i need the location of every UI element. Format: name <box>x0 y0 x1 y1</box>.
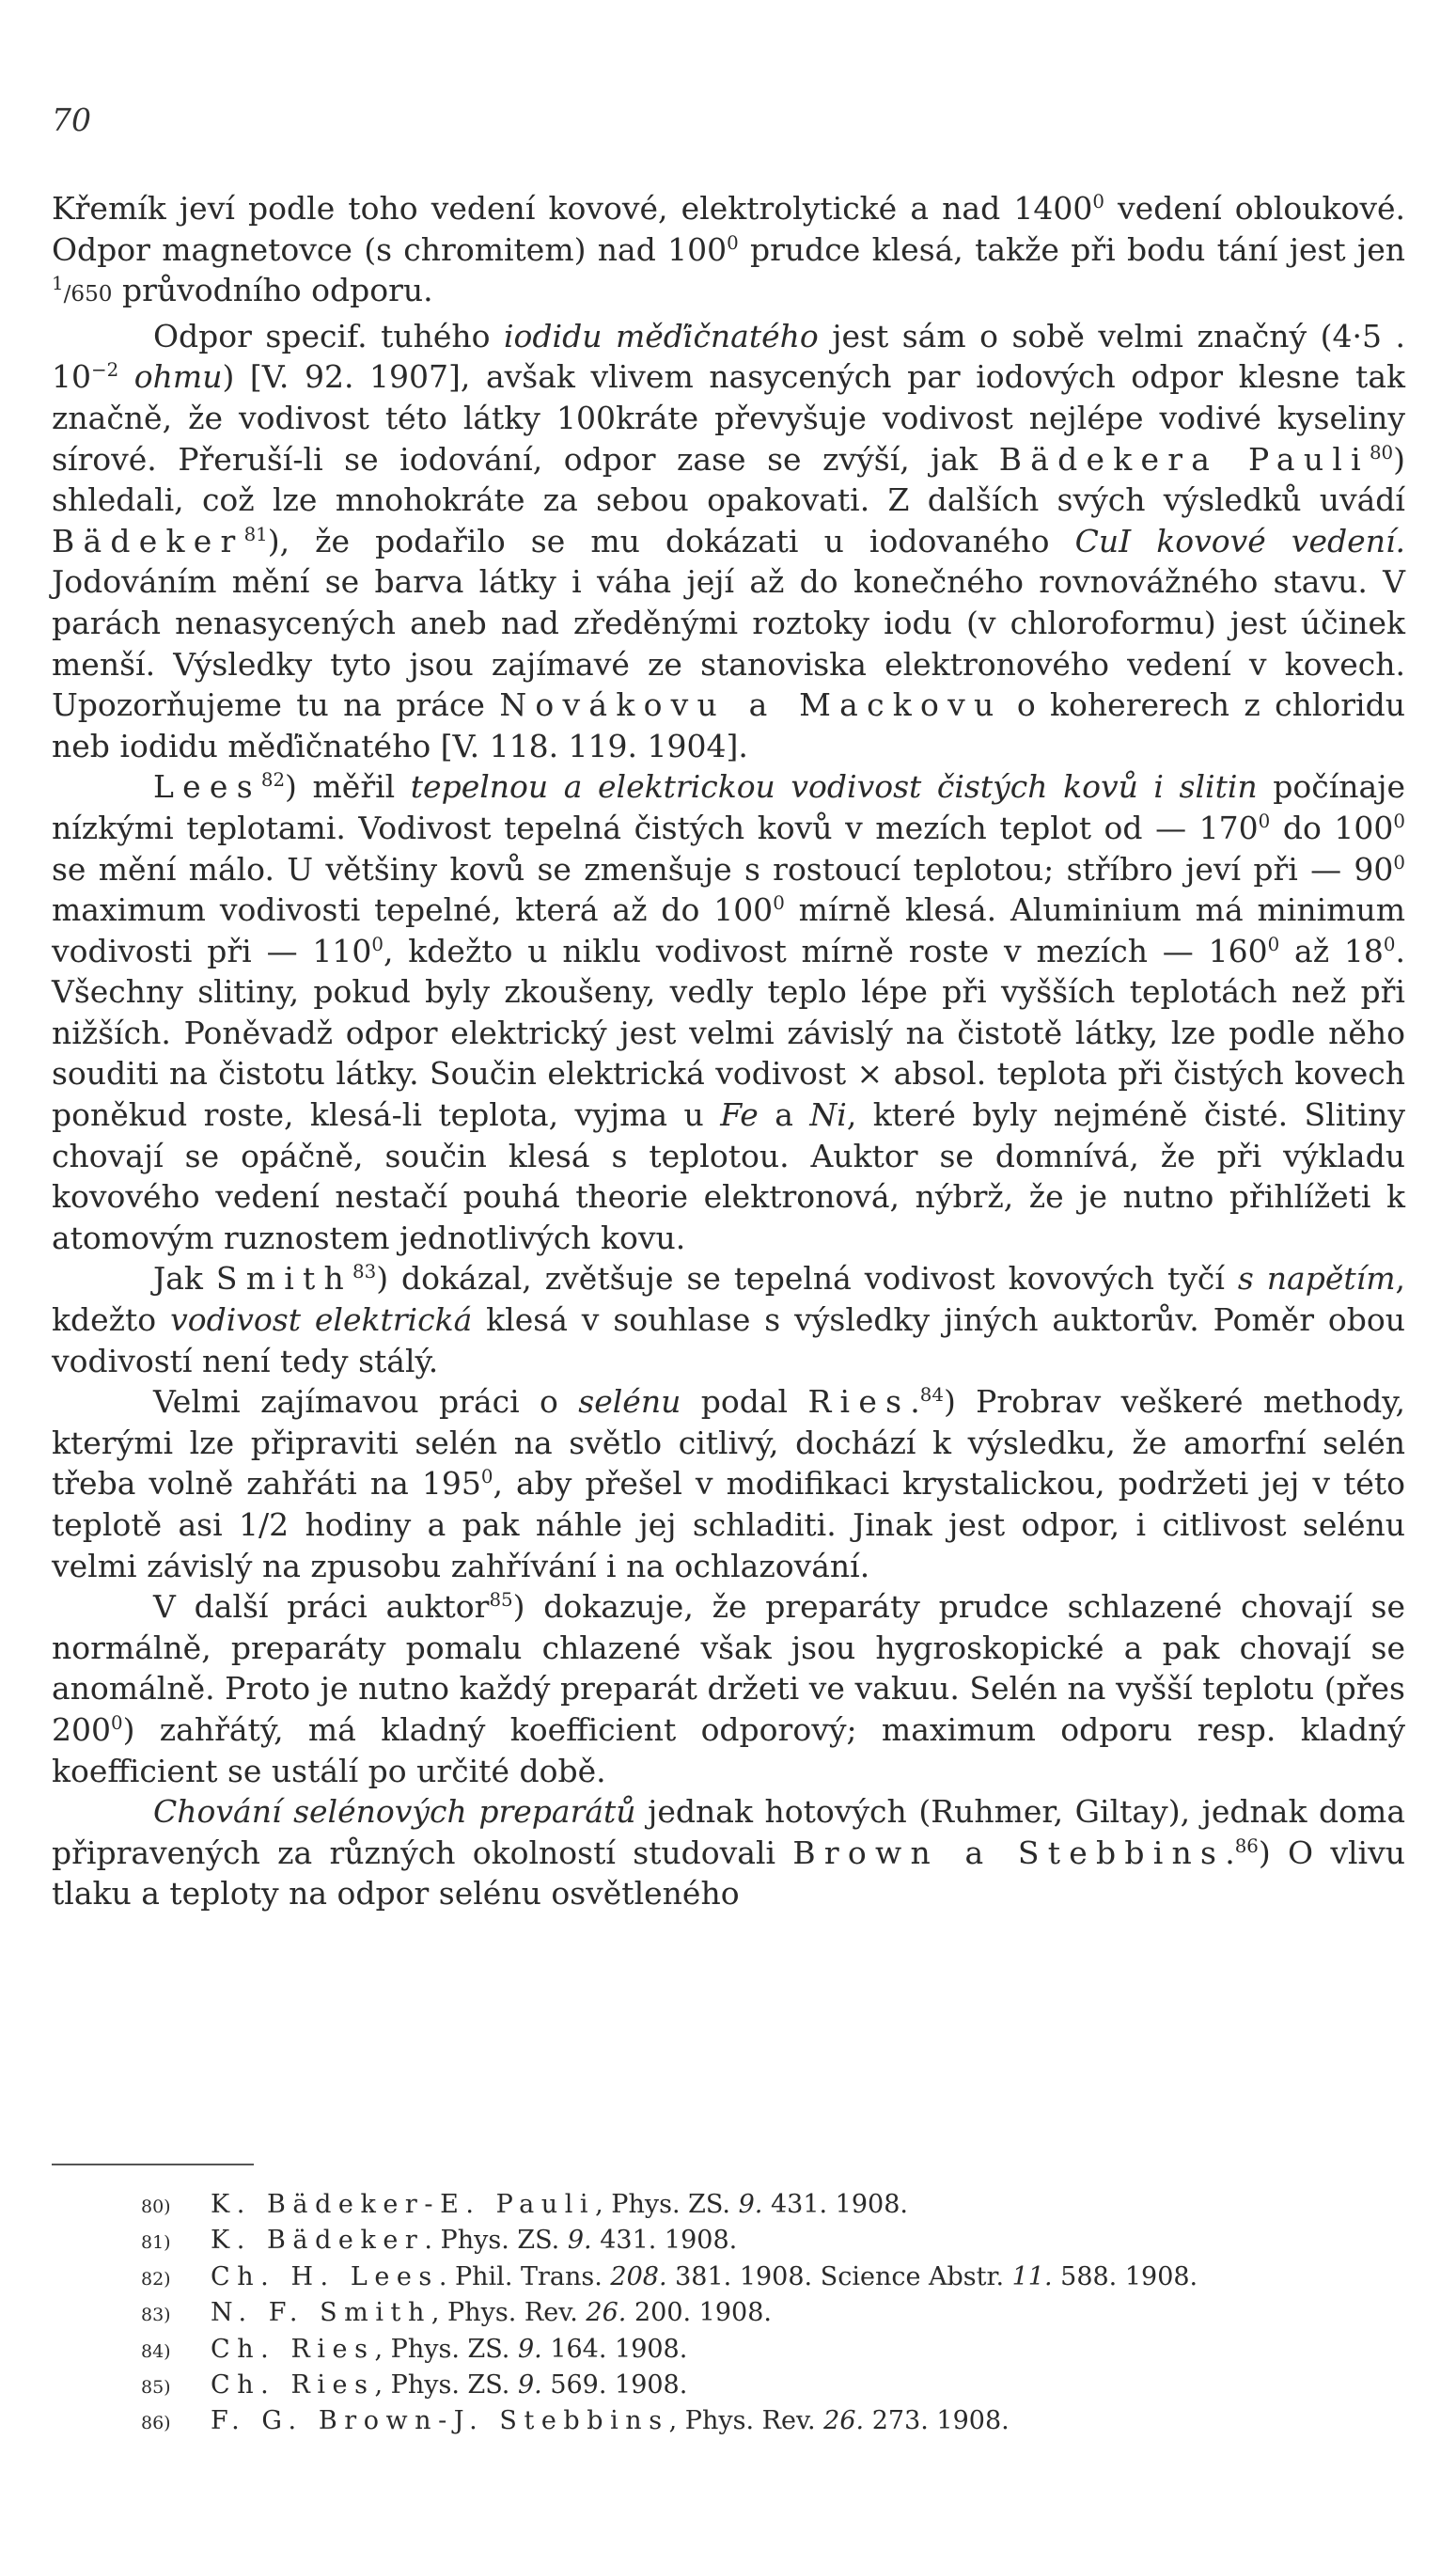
footnote-item <box>141 2369 1410 2404</box>
citation-text: , Phys. ZS. <box>374 2370 518 2401</box>
superscript: 0 <box>1258 811 1271 833</box>
text-run: ) dokázal, zvětšuje se tepelná vodivost kovových tyčí <box>376 1260 1238 1298</box>
italic-text: iodidu měďičnatého <box>503 317 819 354</box>
author-name: Ch. H. Lees <box>211 2261 439 2291</box>
text-run: ) [V. 92. 1907], avšak vlivem nasycených par iodových odpor klesne tak značně, že vodivost této látky 100kráte převyšuje vodivost nejlépe vodivé kyseliny sírové. Přeruší-li se iodování, odpor zase se zvýší, jak <box>52 358 1405 478</box>
text-run: a <box>758 1096 810 1134</box>
author-name: Ch. Ries <box>211 2334 375 2364</box>
fraction: 1/2 <box>239 1506 290 1543</box>
footnote-mark: 85) <box>141 2377 171 2399</box>
text-run: hodiny a pak náhle jej schladiti. Jinak jest odpor, i citlivost selénu velmi závislý na zpusobu zahřívání i na ochlazování. <box>52 1506 1405 1584</box>
text-run: Jak <box>153 1260 216 1298</box>
superscript: 0 <box>1393 811 1405 833</box>
superscript: 0 <box>480 1466 493 1488</box>
citation-text: 588. 1908. <box>1052 2261 1198 2291</box>
citation-text: 273. 1908. <box>864 2406 1010 2436</box>
volume-number: 9. <box>517 2370 542 2401</box>
footnote-ref: 83 <box>352 1261 377 1283</box>
volume-number: 26. <box>823 2406 865 2436</box>
volume-number: 9. <box>517 2334 542 2364</box>
italic-text: s napětím <box>1237 1260 1396 1298</box>
footnote-mark: 86) <box>141 2413 171 2434</box>
text-run: Velmi zajímavou práci o <box>153 1383 579 1421</box>
footnote-text <box>211 2369 1410 2404</box>
superscript: 0 <box>1393 851 1405 874</box>
spaced-name: Bädekera Pauli <box>998 440 1370 478</box>
text-run: , kdežto <box>52 1260 1405 1339</box>
citation-text: 431. 1908. <box>591 2226 738 2256</box>
author-name: F. G. Brown-J. Stebbins <box>211 2406 669 2436</box>
volume-number: 11. <box>1011 2261 1053 2291</box>
paragraph <box>52 1381 1405 1586</box>
text-run: počínaje nízkými teplotami. Vodivost tepelná čistých kovů v mezích teplot od — 170 <box>52 768 1405 846</box>
spaced-name: Bädeker <box>52 522 244 559</box>
volume-number: 9. <box>567 2226 592 2256</box>
footnote-text <box>211 2296 1410 2332</box>
footnote-text <box>211 2333 1410 2369</box>
citation-text: 164. 1908. <box>541 2334 688 2364</box>
citation-text: 200. 1908. <box>626 2298 772 2328</box>
text-run: do 100 <box>1270 809 1394 846</box>
paragraph <box>52 766 1405 1258</box>
superscript: 0 <box>111 1712 123 1735</box>
spaced-name: Novákovu a Mackovu <box>499 686 1003 724</box>
author-name: N. F. Smith <box>211 2298 431 2328</box>
text-run: ) shledali, což lze mnohokráte za sebou opakovati. Z dalších svých výsledků uvádí <box>52 440 1405 519</box>
citation-text: , Phys. Rev. <box>668 2406 824 2436</box>
text-run <box>118 358 134 395</box>
superscript: 0 <box>1267 933 1280 955</box>
footnote-item <box>141 2333 1410 2369</box>
fraction-denominator: /650 <box>63 282 113 307</box>
spaced-name: Ries <box>807 1383 911 1421</box>
text-run: V další práci auktor <box>153 1588 490 1626</box>
text-run: ) měřil <box>285 768 411 806</box>
text-run: se mění málo. U většiny kovů se zmenšuje s rostoucí teplotou; stříbro jeví při — 90 <box>52 850 1394 888</box>
text-run: jest sám o sobě velmi značný (4·5 . 10 <box>52 317 1405 396</box>
text-run: , které byly nejméně čisté. Slitiny chovají se opáčně, součin klesá s teplotou. Auktor se domnívá, že při výkladu kovového vedení nestačí pouhá theorie elektronová, nýbrž, že je nutno přihlížeti k atomovým ruznostem jednotlivých kovu. <box>52 1096 1405 1256</box>
spaced-name: Smith <box>215 1260 353 1298</box>
citation-text: , Phys. ZS. <box>595 2190 739 2219</box>
text-run: . Všechny slitiny, pokud byly zkoušeny, vedly teplo lépe při vyšších teplotách než při nižších. Poněvadž odpor elektrický jest velmi závislý na čistotě látky, lze podle něho souditi na čistotu látky. Součin elektrická vodivost × absol. teplota při čistých kovech poněkud roste, klesá-li teplota, vyjma u <box>52 932 1405 1134</box>
text-run: . <box>910 1383 920 1421</box>
superscript: 0 <box>727 231 739 254</box>
italic-text: tepelnou a elektrickou vodivost čistých kovů i slitin <box>410 768 1258 806</box>
text-run: maximum vodivosti tepelné, která až do 100 <box>52 891 774 929</box>
footnote-text <box>211 2224 1410 2259</box>
citation-text: 381. 1908. Science Abstr. <box>666 2261 1012 2291</box>
footnote-item <box>141 2296 1410 2332</box>
citation-text: , Phys. ZS. <box>374 2334 518 2364</box>
footnote-mark: 82) <box>141 2268 171 2290</box>
superscript: 0 <box>773 892 785 915</box>
body-text <box>52 188 1405 1914</box>
italic-text: selénu <box>578 1383 681 1421</box>
footnote-item <box>141 2224 1410 2259</box>
volume-number: 9. <box>738 2190 763 2219</box>
volume-number: 26. <box>586 2298 627 2328</box>
spaced-name: Brown a Stebbins <box>792 1834 1226 1871</box>
text-run: Odpor specif. tuhého <box>153 317 504 354</box>
citation-text: 431. 1908. <box>762 2190 908 2219</box>
text-run: až 18 <box>1279 932 1384 969</box>
author-name: K. Bädeker-E. Pauli <box>211 2190 596 2219</box>
footnote-text <box>211 2260 1410 2296</box>
footnote-divider <box>52 2164 254 2165</box>
superscript: 0 <box>1383 933 1396 955</box>
text-run: . <box>1225 1834 1235 1871</box>
text-run: klesá v souhlase s výsledky jiných auktorův. Poměr obou vodivostí není tedy stálý. <box>52 1301 1405 1379</box>
text-run: vedení obloukové. Odpor magnetovce (s chromitem) nad 100 <box>52 190 1405 268</box>
author-name: K. Bädeker <box>211 2226 425 2256</box>
italic-text: Chování selénových preparátů <box>153 1793 636 1831</box>
paragraph <box>52 1258 1405 1381</box>
footnote-ref: 82 <box>260 769 286 792</box>
footnote-mark: 84) <box>141 2340 171 2362</box>
italic-text: Ni <box>809 1096 847 1134</box>
superscript: 0 <box>371 933 384 955</box>
footnote-ref: 84 <box>919 1384 944 1407</box>
citation-text: . Phys. ZS. <box>424 2226 568 2256</box>
text-run: , kdežto u niklu vodivost mírně roste v mezích — 160 <box>383 932 1268 969</box>
author-name: Ch. Ries <box>211 2370 375 2401</box>
footnote-mark: 80) <box>141 2196 171 2217</box>
text-run: o kohererech z chloridu neb iodidu měďičnatého [V. 118. 119. 1904]. <box>52 686 1405 764</box>
fraction-numerator: 1 <box>52 273 64 295</box>
text-run: průvodního odporu. <box>112 272 433 309</box>
text-run: ) O vlivu tlaku a teploty na odpor selénu osvětleného <box>52 1834 1406 1913</box>
footnote-text <box>211 2404 1410 2440</box>
footnote-ref: 80 <box>1369 441 1394 464</box>
italic-text: CuI kovové vedení. <box>1074 522 1405 559</box>
paragraph <box>52 1791 1405 1914</box>
paragraph <box>52 188 1405 316</box>
paragraph <box>52 1586 1405 1791</box>
italic-text: ohmu <box>133 358 223 396</box>
text-run: mírně klesá. Aluminium má minimum vodivosti při — 110 <box>52 891 1406 969</box>
text-run: ) Probrav veškeré methody, kterými lze připraviti selén na světlo citlivý, dochází k výsledku, že amorfní selén třeba volně zahřáti na 195 <box>52 1383 1406 1503</box>
page-number: 70 <box>52 102 91 138</box>
footnote-item <box>141 2260 1410 2296</box>
text-run: , aby přešel v modifikaci krystalickou, podržeti jej v této teplotě asi <box>52 1465 1405 1543</box>
footnotes <box>141 2188 1410 2441</box>
footnote-item <box>141 2188 1410 2224</box>
text-run: podal <box>681 1383 808 1421</box>
citation-text: . Phil. Trans. <box>438 2261 611 2291</box>
spaced-name: Lees <box>153 768 261 806</box>
italic-text: Fe <box>720 1096 759 1134</box>
paragraph <box>52 316 1405 767</box>
footnote-mark: 83) <box>141 2305 171 2326</box>
text-run: Křemík jeví podle toho vedení kovové, elektrolytické a nad 1400 <box>52 190 1093 227</box>
text-run: prudce klesá, takže při bodu tání jest jen <box>738 230 1405 268</box>
footnote-ref: 81 <box>243 523 268 545</box>
citation-text: 569. 1908. <box>541 2370 688 2401</box>
citation-text: , Phys. Rev. <box>431 2298 587 2328</box>
volume-number: 208. <box>610 2261 667 2291</box>
footnote-ref: 85 <box>489 1589 513 1612</box>
text-run: ) zahřátý, má kladný koefficient odporový; maximum odporu resp. kladný koefficient se ustálí po určité době. <box>52 1710 1405 1789</box>
superscript: 0 <box>1092 191 1104 213</box>
footnote-item <box>141 2404 1410 2440</box>
text-run: ), že podařilo se mu dokázati u iodovaného <box>267 522 1075 559</box>
text-run: jednak hotových (Ruhmer, Giltay), jednak doma připravených za různých okolností studovali <box>52 1793 1405 1871</box>
text-run: ) dokazuje, že preparáty prudce schlazené chovají se normálně, preparáty pomalu chlazené však jsou hygroskopické a pak chovají se anomálně. Proto je nutno každý preparát držeti ve vakuu. Selén na vyšší teplotu (přes 200 <box>52 1588 1405 1748</box>
text-run: Jodováním mění se barva látky i váha její až do konečného rovnovážného stavu. V parách nenasycených aneb nad zředěnými roztoky iodu (v chloroformu) jest účinek menší. Výsledky tyto jsou zajímavé ze stanoviska elektronového vedení v kovech. Upozorňujeme tu na práce <box>52 563 1405 724</box>
superscript: −2 <box>91 359 119 382</box>
footnote-mark: 81) <box>141 2232 171 2254</box>
italic-text: vodivost elektrická <box>170 1301 473 1339</box>
footnote-ref: 86 <box>1234 1834 1259 1857</box>
footnote-text <box>211 2188 1410 2224</box>
